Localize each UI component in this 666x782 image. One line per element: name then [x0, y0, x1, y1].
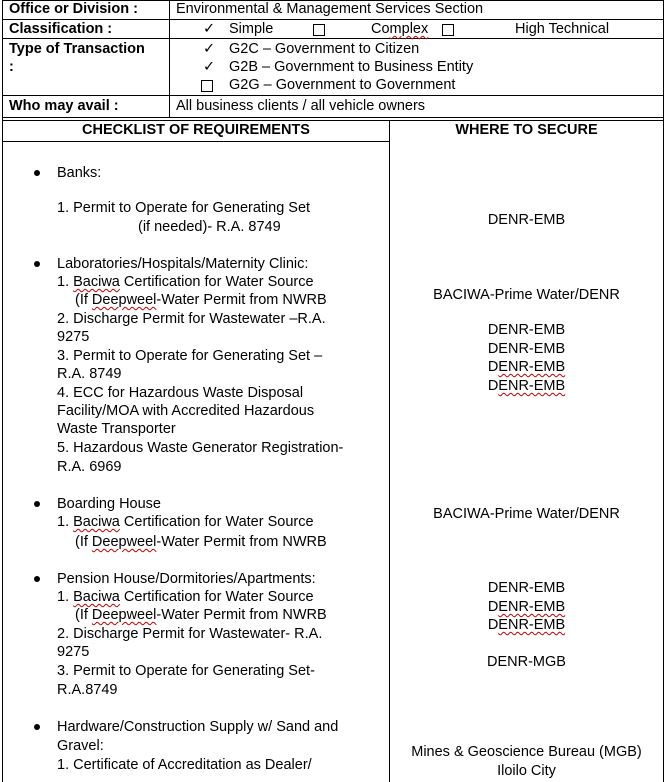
where-lab-1: BACIWA-Prime Water/DENR [433, 287, 620, 303]
banks-item-1: 1. Permit to Operate for Generating Set [57, 200, 311, 216]
checkbox-complex-empty [442, 24, 454, 36]
lab-item-4: 4. ECC for Hazardous Waste Disposal [57, 385, 304, 401]
pension-heading: Pension House/Dormitories/Apartments: [57, 571, 316, 587]
hardware-heading-2: Gravel: [57, 738, 104, 754]
check-simple-icon: ✓ [203, 21, 216, 37]
header-divider [169, 0, 170, 118]
check-g2c-icon: ✓ [203, 41, 216, 57]
office-value: Environmental & Management Services Section [176, 1, 484, 17]
bullet-boarding [34, 501, 40, 507]
lab-item-1b: (If Deepweel-Water Permit from NWRB [75, 292, 327, 308]
row-line-3 [2, 95, 664, 96]
boarding-item-1b: (If Deepweel-Water Permit from NWRB [75, 534, 327, 550]
pension-item-3: 3. Permit to Operate for Generating Set- [57, 663, 315, 679]
where-pension-1: DENR-EMB [487, 580, 566, 596]
where-pension-3: DENR-EMB [487, 617, 566, 633]
classification-label: Classification : [9, 21, 113, 37]
where-pension-4: DENR-MGB [487, 654, 566, 670]
pension-item-1b: (If Deepweel-Water Permit from NWRB [75, 607, 327, 623]
class-simple: Simple [229, 21, 274, 37]
avail-label: Who may avail : [9, 98, 119, 114]
class-complex: Complex [371, 21, 429, 37]
transaction-label: Type of Transaction [9, 41, 145, 57]
checklist-header-underline [2, 141, 390, 142]
boarding-heading: Boarding House [57, 496, 161, 512]
where-mgb: Mines & Geoscience Bureau (MGB) [411, 744, 642, 760]
pension-item-1: 1. Baciwa Certification for Water Source [57, 589, 314, 605]
g2c-text: G2C – Government to Citizen [229, 41, 420, 57]
where-lab-3: DENR-EMB [487, 341, 566, 357]
row-line-4 [2, 117, 664, 118]
checkbox-simple-empty [313, 24, 325, 36]
class-high-technical: High Technical [515, 21, 610, 37]
lab-item-2b: 9275 [57, 329, 90, 345]
check-g2b-icon: ✓ [203, 59, 216, 75]
hardware-item-1: 1. Certificate of Accreditation as Dealer/ [57, 757, 312, 773]
lab-item-1: 1. Baciwa Certification for Water Source [57, 274, 314, 290]
bullet-lab [34, 261, 40, 267]
where-lab-5: DENR-EMB [487, 378, 566, 394]
where-boarding: BACIWA-Prime Water/DENR [433, 506, 620, 522]
lab-item-4b: Facility/MOA with Accredited Hazardous [57, 403, 315, 419]
bullet-hardware [34, 724, 40, 730]
lab-item-5b: R.A. 6969 [57, 459, 122, 475]
hardware-heading: Hardware/Construction Supply w/ Sand and [57, 719, 339, 735]
office-label: Office or Division : [9, 1, 138, 17]
lab-item-3b: R.A. 8749 [57, 366, 122, 382]
where-mgb-city: Iloilo City [497, 763, 556, 779]
boarding-item-1: 1. Baciwa Certification for Water Source [57, 514, 314, 530]
where-banks: DENR-EMB [487, 212, 566, 228]
bullet-pension [34, 576, 40, 582]
banks-heading: Banks: [57, 165, 102, 181]
banks-item-1b: (if needed)- R.A. 8749 [138, 219, 281, 235]
row-line-2 [2, 38, 664, 39]
checklist-header: CHECKLIST OF REQUIREMENTS [82, 122, 310, 138]
where-lab-2: DENR-EMB [487, 322, 566, 338]
checkbox-g2g-empty [201, 80, 213, 92]
lab-item-3: 3. Permit to Operate for Generating Set – [57, 348, 323, 364]
lab-item-2: 2. Discharge Permit for Wastewater –R.A. [57, 311, 326, 327]
g2b-text: G2B – Government to Business Entity [229, 59, 474, 75]
g2g-text: G2G – Government to Government [229, 77, 456, 93]
avail-value: All business clients / all vehicle owners [176, 98, 426, 114]
where-lab-4: DENR-EMB [487, 359, 566, 375]
pension-item-2b: 9275 [57, 644, 90, 660]
pension-item-3b: R.A.8749 [57, 682, 118, 698]
bullet-banks [34, 170, 40, 176]
where-header: WHERE TO SECURE [455, 122, 598, 138]
pension-item-2: 2. Discharge Permit for Wastewater- R.A. [57, 626, 323, 642]
lab-heading: Laboratories/Hospitals/Maternity Clinic: [57, 256, 309, 272]
where-pension-2: DENR-EMB [487, 599, 566, 615]
transaction-colon: : [9, 59, 14, 75]
lab-item-4c: Waste Transporter [57, 421, 176, 437]
lab-item-5: 5. Hazardous Waste Generator Registration- [57, 440, 344, 456]
